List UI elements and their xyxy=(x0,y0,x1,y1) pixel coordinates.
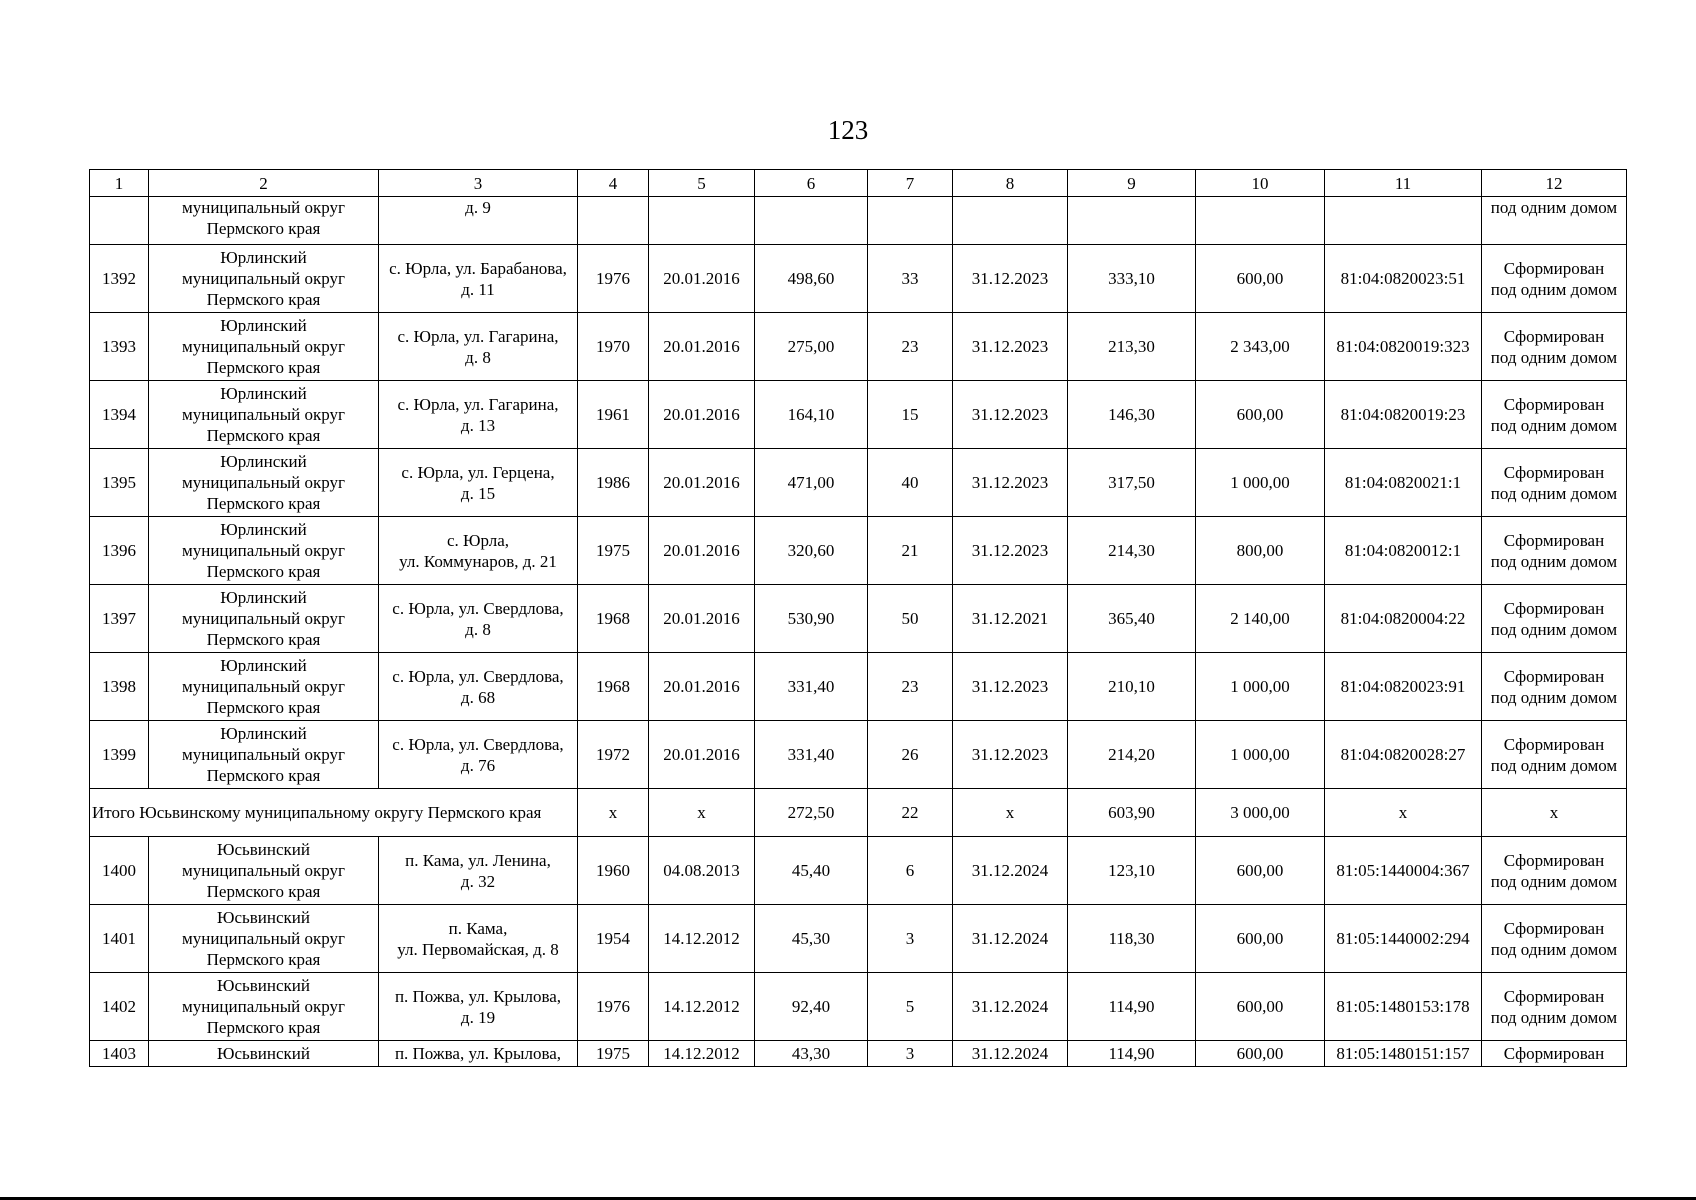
cell-district: Юрлинский муниципальный округ Пермского края xyxy=(149,585,379,653)
column-number: 8 xyxy=(953,170,1068,197)
total-row xyxy=(90,789,1627,837)
cell-empty xyxy=(868,197,953,245)
cell-date: 31.12.2024 xyxy=(953,905,1068,973)
cell-address: с. Юрла, ул. Герцена, д. 15 xyxy=(379,449,578,517)
total-label: Итого Юсьвинскому муниципальному округу Пермского края xyxy=(90,789,578,837)
cell-date: 14.12.2012 xyxy=(649,905,755,973)
table-row xyxy=(90,313,1627,381)
cell-year: 1972 xyxy=(578,721,649,789)
cell-number: 1402 xyxy=(90,973,149,1041)
cell-count: 5 xyxy=(868,973,953,1041)
cell-count: 15 xyxy=(868,381,953,449)
cell-empty xyxy=(1068,197,1196,245)
cell-cadastral: 81:05:1480151:157 xyxy=(1325,1041,1482,1067)
cell-district: Юрлинский муниципальный округ Пермского края xyxy=(149,313,379,381)
cell-status: Сформирован под одним домом xyxy=(1482,313,1627,381)
total-cell: х xyxy=(578,789,649,837)
cell-empty xyxy=(649,197,755,245)
total-cell: 22 xyxy=(868,789,953,837)
table-row xyxy=(90,905,1627,973)
cell-value: 213,30 xyxy=(1068,313,1196,381)
column-number: 10 xyxy=(1196,170,1325,197)
cell-status: Сформирован под одним домом xyxy=(1482,449,1627,517)
table-row xyxy=(90,837,1627,905)
cell-date: 20.01.2016 xyxy=(649,245,755,313)
cell-address: п. Кама, ул. Ленина, д. 32 xyxy=(379,837,578,905)
cell-value: 600,00 xyxy=(1196,1041,1325,1067)
cell-date: 20.01.2016 xyxy=(649,653,755,721)
cell-value: 114,90 xyxy=(1068,973,1196,1041)
table-row-partial xyxy=(90,1041,1627,1067)
cell-area: 275,00 xyxy=(755,313,868,381)
total-cell: х xyxy=(1482,789,1627,837)
cell-value: 118,30 xyxy=(1068,905,1196,973)
cell-address: с. Юрла, ул. Гагарина, д. 8 xyxy=(379,313,578,381)
cell-cadastral: 81:04:0820004:22 xyxy=(1325,585,1482,653)
cell-number: 1397 xyxy=(90,585,149,653)
cell-value: 123,10 xyxy=(1068,837,1196,905)
table-row xyxy=(90,585,1627,653)
cell-status: Сформирован под одним домом xyxy=(1482,905,1627,973)
cell-value: 146,30 xyxy=(1068,381,1196,449)
cell-date: 20.01.2016 xyxy=(649,313,755,381)
cell-count: 33 xyxy=(868,245,953,313)
cell-count: 23 xyxy=(868,313,953,381)
column-number: 4 xyxy=(578,170,649,197)
total-cell: х xyxy=(1325,789,1482,837)
page-number: 123 xyxy=(827,115,869,145)
cell-district: Юрлинский муниципальный округ Пермского края xyxy=(149,721,379,789)
cell-count: 40 xyxy=(868,449,953,517)
column-number-row xyxy=(90,170,1627,197)
cell-year: 1968 xyxy=(578,585,649,653)
total-cell: 3 000,00 xyxy=(1196,789,1325,837)
cell-value: 600,00 xyxy=(1196,905,1325,973)
table-row xyxy=(90,517,1627,585)
cell-value: 214,30 xyxy=(1068,517,1196,585)
cell-address: с. Юрла, ул. Барабанова, д. 11 xyxy=(379,245,578,313)
cell-area: 45,30 xyxy=(755,905,868,973)
cell-cadastral: 81:04:0820023:51 xyxy=(1325,245,1482,313)
cell-number: 1399 xyxy=(90,721,149,789)
cell-date: 31.12.2023 xyxy=(953,381,1068,449)
column-number: 9 xyxy=(1068,170,1196,197)
cell-status: Сформирован под одним домом xyxy=(1482,653,1627,721)
cell-date: 20.01.2016 xyxy=(649,381,755,449)
cell-area: 43,30 xyxy=(755,1041,868,1067)
cell-area: 498,60 xyxy=(755,245,868,313)
cell-status: Сформирован под одним домом xyxy=(1482,973,1627,1041)
column-number: 3 xyxy=(379,170,578,197)
cell-year: 1968 xyxy=(578,653,649,721)
cell-value: 600,00 xyxy=(1196,837,1325,905)
cell-value: 333,10 xyxy=(1068,245,1196,313)
cell-district: Юсьвинский xyxy=(149,1041,379,1067)
total-cell: 603,90 xyxy=(1068,789,1196,837)
table-row xyxy=(90,721,1627,789)
continuation-row xyxy=(90,197,1627,245)
cell-date: 31.12.2023 xyxy=(953,721,1068,789)
cell-status: под одним домом xyxy=(1482,197,1627,245)
cell-value: 210,10 xyxy=(1068,653,1196,721)
cell-area: 164,10 xyxy=(755,381,868,449)
registry-table xyxy=(89,169,1627,1067)
column-number: 11 xyxy=(1325,170,1482,197)
cell-status: Сформирован под одним домом xyxy=(1482,517,1627,585)
cell-area: 331,40 xyxy=(755,721,868,789)
cell-date: 20.01.2016 xyxy=(649,449,755,517)
cell-cadastral: 81:04:0820019:23 xyxy=(1325,381,1482,449)
cell-count: 23 xyxy=(868,653,953,721)
column-number: 6 xyxy=(755,170,868,197)
cell-date: 20.01.2016 xyxy=(649,721,755,789)
column-number: 5 xyxy=(649,170,755,197)
cell-area: 530,90 xyxy=(755,585,868,653)
cell-year: 1970 xyxy=(578,313,649,381)
cell-count: 50 xyxy=(868,585,953,653)
cell-number: 1393 xyxy=(90,313,149,381)
cell-year: 1975 xyxy=(578,1041,649,1067)
cell-empty xyxy=(1325,197,1482,245)
table-row xyxy=(90,653,1627,721)
cell-date: 20.01.2016 xyxy=(649,517,755,585)
cell-date: 31.12.2024 xyxy=(953,837,1068,905)
cell-district: Юрлинский муниципальный округ Пермского края xyxy=(149,449,379,517)
cell-district: Юсьвинский муниципальный округ Пермского края xyxy=(149,973,379,1041)
cell-cadastral: 81:04:0820028:27 xyxy=(1325,721,1482,789)
cell-date: 31.12.2023 xyxy=(953,245,1068,313)
cell-year: 1960 xyxy=(578,837,649,905)
cell-year: 1986 xyxy=(578,449,649,517)
cell-count: 21 xyxy=(868,517,953,585)
cell-empty xyxy=(1196,197,1325,245)
cell-empty xyxy=(90,197,149,245)
cell-status: Сформирован под одним домом xyxy=(1482,585,1627,653)
cell-date: 14.12.2012 xyxy=(649,1041,755,1067)
cell-number: 1403 xyxy=(90,1041,149,1067)
cell-address: с. Юрла, ул. Коммунаров, д. 21 xyxy=(379,517,578,585)
cell-year: 1976 xyxy=(578,973,649,1041)
cell-value: 1 000,00 xyxy=(1196,721,1325,789)
table-row xyxy=(90,973,1627,1041)
cell-date: 31.12.2023 xyxy=(953,653,1068,721)
total-cell: х xyxy=(953,789,1068,837)
cell-district: Юсьвинский муниципальный округ Пермского края xyxy=(149,905,379,973)
cell-status: Сформирован под одним домом xyxy=(1482,381,1627,449)
cell-status: Сформирован под одним домом xyxy=(1482,245,1627,313)
cell-value: 214,20 xyxy=(1068,721,1196,789)
cell-address: п. Кама, ул. Первомайская, д. 8 xyxy=(379,905,578,973)
cell-address: п. Пожва, ул. Крылова, д. 19 xyxy=(379,973,578,1041)
column-number: 1 xyxy=(90,170,149,197)
cell-district: Юсьвинский муниципальный округ Пермского края xyxy=(149,837,379,905)
cell-address: с. Юрла, ул. Свердлова, д. 76 xyxy=(379,721,578,789)
cell-value: 600,00 xyxy=(1196,973,1325,1041)
cell-count: 3 xyxy=(868,905,953,973)
cell-address: п. Пожва, ул. Крылова, xyxy=(379,1041,578,1067)
total-cell: х xyxy=(649,789,755,837)
cell-address: с. Юрла, ул. Свердлова, д. 68 xyxy=(379,653,578,721)
cell-value: 2 343,00 xyxy=(1196,313,1325,381)
cell-date: 31.12.2023 xyxy=(953,313,1068,381)
column-number: 12 xyxy=(1482,170,1627,197)
cell-district: Юрлинский муниципальный округ Пермского края xyxy=(149,245,379,313)
cell-value: 114,90 xyxy=(1068,1041,1196,1067)
cell-area: 45,40 xyxy=(755,837,868,905)
cell-address: с. Юрла, ул. Свердлова, д. 8 xyxy=(379,585,578,653)
cell-value: 600,00 xyxy=(1196,381,1325,449)
cell-area: 331,40 xyxy=(755,653,868,721)
cell-number: 1394 xyxy=(90,381,149,449)
table-row xyxy=(90,381,1627,449)
cell-cadastral: 81:04:0820012:1 xyxy=(1325,517,1482,585)
cell-cadastral: 81:04:0820019:323 xyxy=(1325,313,1482,381)
cell-number: 1400 xyxy=(90,837,149,905)
cell-address: д. 9 xyxy=(379,197,578,245)
cell-number: 1401 xyxy=(90,905,149,973)
cell-area: 471,00 xyxy=(755,449,868,517)
cell-area: 320,60 xyxy=(755,517,868,585)
cell-number: 1398 xyxy=(90,653,149,721)
cell-value: 1 000,00 xyxy=(1196,653,1325,721)
cell-status: Сформирован под одним домом xyxy=(1482,721,1627,789)
cell-date: 14.12.2012 xyxy=(649,973,755,1041)
cell-year: 1961 xyxy=(578,381,649,449)
cell-value: 2 140,00 xyxy=(1196,585,1325,653)
cell-district: Юрлинский муниципальный округ Пермского края xyxy=(149,517,379,585)
cell-value: 600,00 xyxy=(1196,245,1325,313)
cell-count: 26 xyxy=(868,721,953,789)
table-row xyxy=(90,449,1627,517)
cell-number: 1392 xyxy=(90,245,149,313)
cell-value: 365,40 xyxy=(1068,585,1196,653)
total-cell: 272,50 xyxy=(755,789,868,837)
cell-date: 31.12.2024 xyxy=(953,973,1068,1041)
cell-district: Юрлинский муниципальный округ Пермского края xyxy=(149,653,379,721)
cell-cadastral: 81:05:1480153:178 xyxy=(1325,973,1482,1041)
cell-year: 1975 xyxy=(578,517,649,585)
cell-cadastral: 81:04:0820021:1 xyxy=(1325,449,1482,517)
cell-cadastral: 81:05:1440004:367 xyxy=(1325,837,1482,905)
cell-date: 04.08.2013 xyxy=(649,837,755,905)
cell-empty xyxy=(755,197,868,245)
cell-status: Сформирован под одним домом xyxy=(1482,837,1627,905)
cell-area: 92,40 xyxy=(755,973,868,1041)
cell-date: 20.01.2016 xyxy=(649,585,755,653)
cell-empty xyxy=(953,197,1068,245)
cell-date: 31.12.2023 xyxy=(953,449,1068,517)
cell-empty xyxy=(578,197,649,245)
cell-date: 31.12.2021 xyxy=(953,585,1068,653)
cell-count: 6 xyxy=(868,837,953,905)
table-row xyxy=(90,245,1627,313)
cell-cadastral: 81:05:1440002:294 xyxy=(1325,905,1482,973)
cell-district: Юрлинский муниципальный округ Пермского края xyxy=(149,381,379,449)
cell-status: Сформирован xyxy=(1482,1041,1627,1067)
column-number: 2 xyxy=(149,170,379,197)
cell-year: 1954 xyxy=(578,905,649,973)
cell-number: 1395 xyxy=(90,449,149,517)
cell-district: муниципальный округ Пермского края xyxy=(149,197,379,245)
cell-year: 1976 xyxy=(578,245,649,313)
cell-address: с. Юрла, ул. Гагарина, д. 13 xyxy=(379,381,578,449)
cell-value: 317,50 xyxy=(1068,449,1196,517)
cell-value: 800,00 xyxy=(1196,517,1325,585)
cell-date: 31.12.2023 xyxy=(953,517,1068,585)
cell-cadastral: 81:04:0820023:91 xyxy=(1325,653,1482,721)
cell-number: 1396 xyxy=(90,517,149,585)
cell-count: 3 xyxy=(868,1041,953,1067)
column-number: 7 xyxy=(868,170,953,197)
cell-value: 1 000,00 xyxy=(1196,449,1325,517)
cell-date: 31.12.2024 xyxy=(953,1041,1068,1067)
